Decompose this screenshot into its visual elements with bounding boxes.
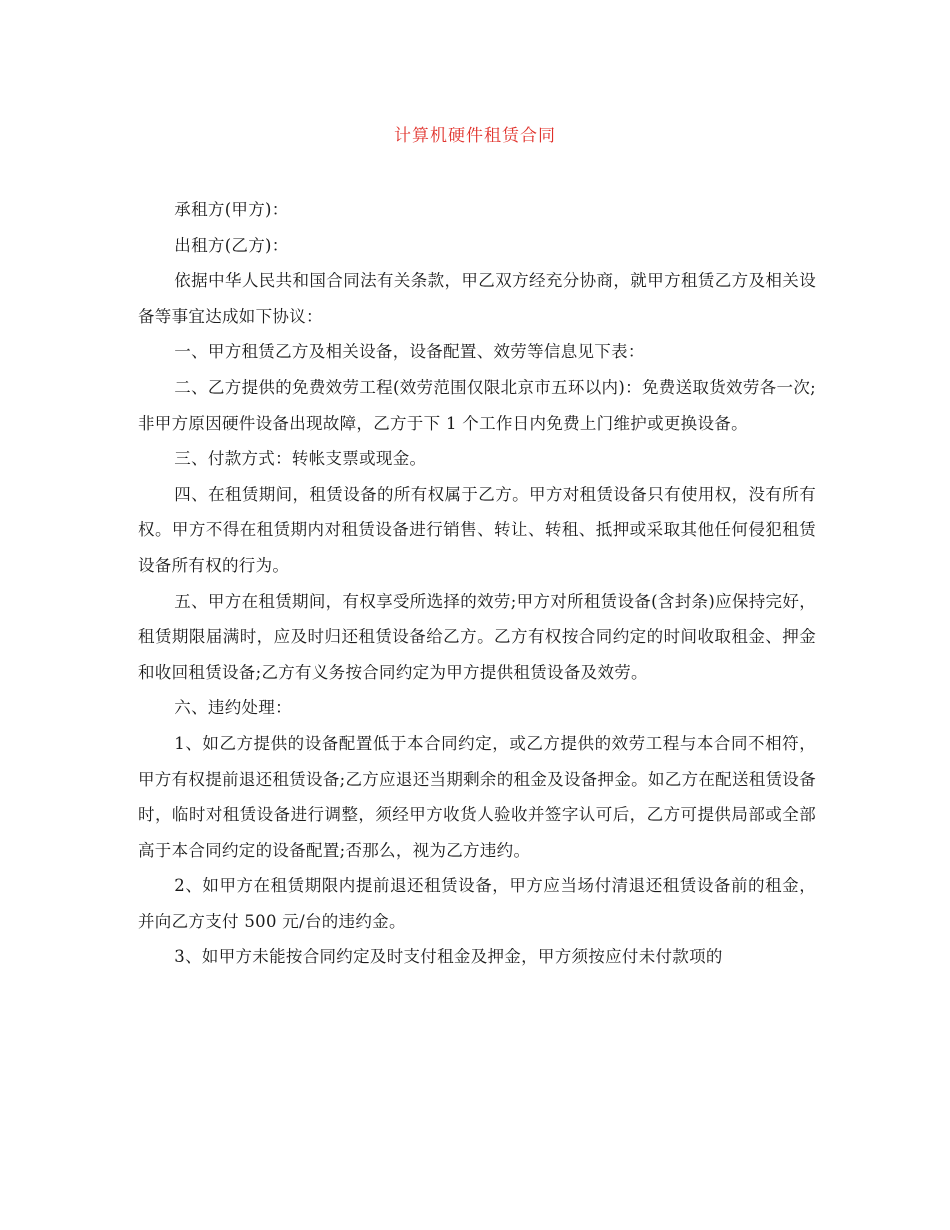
clause-3: 三、付款方式：转帐支票或现金。 — [174, 449, 427, 469]
clause-1: 一、甲方租赁乙方及相关设备，设备配置、效劳等信息见下表： — [174, 342, 645, 362]
clause-6-item-2: 2、如甲方在租赁期限内提前退还租赁设备，甲方应当场付清退还租赁设备前的租金，并向乙方支付 500 元/台的违约金。 — [138, 876, 816, 931]
preamble-paragraph: 依据中华人民共和国合同法有关条款，甲乙双方经充分协商，就甲方租赁乙方及相关设备等事宜达成如下协议： — [138, 271, 816, 326]
document-body — [138, 192, 816, 975]
clause-5: 五、甲方在租赁期间，有权享受所选择的效劳;甲方对所租赁设备(含封条)应保持完好，租赁期限届满时，应及时归还租赁设备给乙方。乙方有权按合同约定的时间收取租金、押金和收回租赁设备;乙方有义务按合同约定为甲方提供租赁设备及效劳。 — [138, 591, 816, 682]
clause-6-heading: 六、违约处理： — [174, 698, 292, 718]
clause-6-item-1: 1、如乙方提供的设备配置低于本合同约定，或乙方提供的效劳工程与本合同不相符，甲方有权提前退还租赁设备;乙方应退还当期剩余的租金及设备押金。如乙方在配送租赁设备时，临时对租赁设备进行调整，须经甲方收货人验收并签字认可后，乙方可提供局部或全部高于本合同约定的设备配置;否那么，视为乙方违约。 — [138, 733, 816, 860]
clause-4: 四、在租赁期间，租赁设备的所有权属于乙方。甲方对租赁设备只有使用权，没有所有权。甲方不得在租赁期内对租赁设备进行销售、转让、转租、抵押或采取其他任何侵犯租赁设备所有权的行为。 — [138, 484, 816, 575]
clause-6-item-3: 3、如甲方未能按合同约定及时支付租金及押金，甲方须按应付未付款项的 — [174, 947, 723, 967]
party-a-line: 承租方(甲方)： — [174, 200, 289, 219]
party-b-line: 出租方(乙方)： — [174, 235, 289, 255]
clause-2: 二、乙方提供的免费效劳工程(效劳范围仅限北京市五环以内)：免费送取货效劳各一次;非甲方原因硬件设备出现故障，乙方于下 1 个工作日内免费上门维护或更换设备。 — [138, 377, 816, 433]
document-title: 计算机硬件租赁合同 — [394, 126, 556, 146]
